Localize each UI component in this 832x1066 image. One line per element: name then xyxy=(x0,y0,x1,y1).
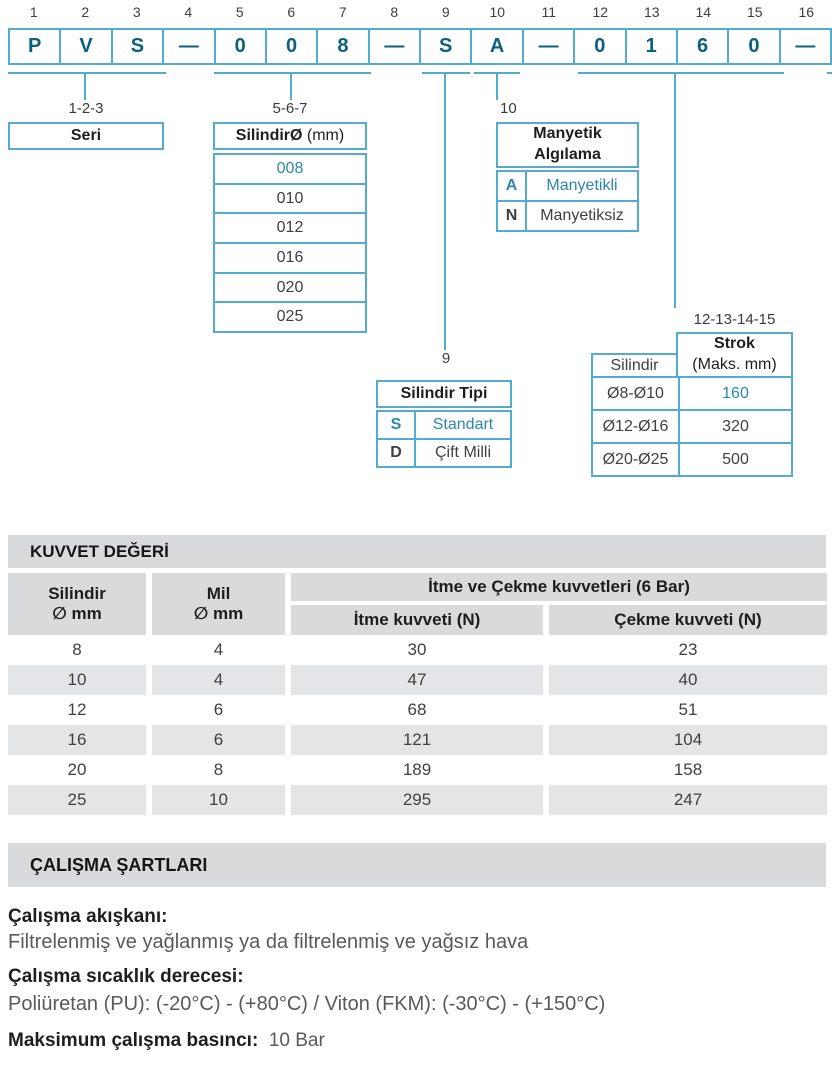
force-cell: 4 xyxy=(152,665,285,695)
fluid-body: Filtrelenmiş ve yağlanmış ya da filtrelenmiş ve yağsız hava xyxy=(8,931,529,953)
bore-option: 016 xyxy=(276,248,304,266)
connector-line xyxy=(422,72,470,74)
force-cell: 10 xyxy=(8,665,146,695)
bore-option-row xyxy=(215,155,365,183)
code-cell: 8 xyxy=(316,30,367,63)
force-header-rod-label: Mil ∅ mm xyxy=(193,584,244,623)
connector-line xyxy=(674,72,676,308)
magnetic-option-label: Manyetiksiz xyxy=(540,207,624,224)
bore-option: 012 xyxy=(276,219,304,237)
stroke-cyl: Ø12-Ø16 xyxy=(593,411,680,442)
force-cell: 20 xyxy=(67,760,87,779)
pressure-heading xyxy=(8,1030,325,1052)
force-cell: 47 xyxy=(291,665,543,695)
position-number-row xyxy=(8,4,832,22)
connector-line xyxy=(214,72,371,74)
cylinder-type-label: Çift Milli xyxy=(435,444,491,461)
stroke-rows xyxy=(591,376,793,477)
position-label: 11 xyxy=(541,4,557,20)
force-cell: 30 xyxy=(407,640,427,659)
force-cell: 247 xyxy=(549,785,827,815)
bore-title-bold: SilindirØ xyxy=(235,126,303,144)
position-label: 13 xyxy=(643,4,660,20)
position-label: 7 xyxy=(338,4,347,20)
stroke-row xyxy=(593,409,791,442)
stroke-value: 320 xyxy=(722,417,749,435)
pressure-body: 10 Bar xyxy=(268,1030,325,1051)
bore-title-suffix: (mm) xyxy=(302,126,345,144)
code-cell: — xyxy=(368,30,419,63)
cylinder-type-title: Silindir Tipi xyxy=(400,384,488,402)
force-cell: 16 xyxy=(8,725,146,755)
force-cell: 104 xyxy=(549,725,827,755)
position-label: 12 xyxy=(592,4,609,20)
force-cell: 68 xyxy=(407,700,427,719)
code-cell: — xyxy=(779,30,830,63)
temperature-body: Poliüretan (PU): (-20°C) - (+80°C) / Viton (FKM): (-30°C) - (+150°C) xyxy=(8,993,606,1015)
position-label: 4 xyxy=(184,4,193,20)
force-header-cylinder xyxy=(8,573,146,635)
magnetic-option-row xyxy=(498,200,637,230)
force-cell: 189 xyxy=(402,760,432,779)
magnetic-options xyxy=(496,170,639,232)
code-cell: 0 xyxy=(265,30,316,63)
cylinder-type-code: D xyxy=(378,440,416,466)
bore-option: 010 xyxy=(276,189,304,207)
code-cell: 0 xyxy=(214,30,265,63)
code-cell: 6 xyxy=(676,30,727,63)
force-table-row xyxy=(8,755,827,785)
code-cell: — xyxy=(522,30,573,63)
force-table-row xyxy=(8,635,827,665)
ordering-code-strip xyxy=(8,28,832,65)
magnetic-option-code: A xyxy=(498,172,527,200)
group-label-stroke: 12-13-14-15 xyxy=(693,311,776,328)
bore-option-row xyxy=(215,212,365,242)
stroke-cyl: Ø20-Ø25 xyxy=(593,444,680,475)
position-label: 14 xyxy=(695,4,712,20)
stroke-header-label xyxy=(692,334,776,376)
force-table-row xyxy=(8,665,827,695)
force-cell: 121 xyxy=(291,725,543,755)
force-cell: 10 xyxy=(152,785,285,815)
cylinder-type-label: Standart xyxy=(432,416,494,433)
magnetic-option-row xyxy=(498,172,637,200)
stroke-header-suffix: (Maks. mm) xyxy=(692,356,777,373)
stroke-col-header xyxy=(591,353,678,378)
code-cell: A xyxy=(470,30,521,63)
code-cell: — xyxy=(162,30,213,63)
bore-options xyxy=(213,153,367,333)
position-label: 15 xyxy=(746,4,763,20)
bore-option: 008 xyxy=(276,159,304,177)
stroke-row xyxy=(593,442,791,475)
code-cell: P xyxy=(28,35,42,57)
magnetic-header xyxy=(496,122,639,168)
force-header-rod xyxy=(152,573,285,635)
code-cell: S xyxy=(111,30,162,63)
connector-line xyxy=(8,72,166,74)
conditions-section-title: ÇALIŞMA ŞARTLARI xyxy=(30,854,208,875)
code-cell: 0 xyxy=(573,30,624,63)
force-cell: 8 xyxy=(213,760,224,779)
force-cell: 12 xyxy=(67,700,87,719)
force-cell: 8 xyxy=(72,640,82,659)
force-header-pull: Çekme kuvveti (N) xyxy=(549,605,827,635)
force-cell: 51 xyxy=(678,700,698,719)
connector-line xyxy=(290,72,292,100)
force-header-cylinder-label: Silindir ∅ mm xyxy=(48,584,106,623)
position-label: 16 xyxy=(798,4,815,20)
stroke-col-header-label: Silindir xyxy=(610,356,659,374)
group-label-magnetic: 10 xyxy=(500,100,517,117)
force-table-row xyxy=(8,695,827,725)
position-label: 8 xyxy=(390,4,399,20)
stroke-cyl: Ø8-Ø10 xyxy=(593,378,680,409)
code-cell: S xyxy=(419,30,470,63)
magnetic-title-line2: Algılama xyxy=(534,146,601,163)
force-header-push: İtme kuvveti (N) xyxy=(291,605,543,635)
force-cell: 25 xyxy=(8,785,146,815)
bore-option-row xyxy=(215,272,365,302)
code-cell: V xyxy=(59,30,110,63)
force-section-title: KUVVET DEĞERİ xyxy=(30,541,169,561)
stroke-header xyxy=(676,332,793,378)
group-label-type: 9 xyxy=(441,350,451,367)
code-cell: 0 xyxy=(727,30,778,63)
position-label: 2 xyxy=(81,4,90,20)
stroke-value: 160 xyxy=(722,384,749,402)
fluid-heading: Çalışma akışkanı: xyxy=(8,906,168,927)
bore-option: 025 xyxy=(276,308,304,326)
connector-line xyxy=(578,72,784,74)
force-table xyxy=(8,573,827,815)
connector-line xyxy=(444,72,446,350)
bore-option: 020 xyxy=(276,278,304,296)
bore-header xyxy=(213,122,367,150)
connector-line xyxy=(84,72,86,100)
cylinder-type-code: S xyxy=(378,412,416,438)
cylinder-type-options xyxy=(376,410,512,468)
magnetic-option-code: N xyxy=(498,202,527,230)
bore-option-row xyxy=(215,183,365,213)
stroke-value: 500 xyxy=(722,450,749,468)
conditions-section-header xyxy=(8,843,826,887)
temperature-heading: Çalışma sıcaklık derecesi: xyxy=(8,966,244,987)
bore-option-row xyxy=(215,301,365,331)
group-label-seri: 1-2-3 xyxy=(68,100,104,117)
stroke-row xyxy=(593,378,791,409)
force-cell: 23 xyxy=(678,640,698,659)
seri-title: Seri xyxy=(70,126,102,144)
force-section-header xyxy=(8,535,826,568)
force-cell: 4 xyxy=(213,640,224,659)
pressure-heading-label: Maksimum çalışma basıncı: xyxy=(8,1030,259,1051)
position-label: 9 xyxy=(441,4,450,20)
position-label: 10 xyxy=(489,4,506,20)
force-cell: 295 xyxy=(291,785,543,815)
force-cell: 6 xyxy=(152,725,285,755)
position-label: 6 xyxy=(287,4,296,20)
force-cell: 158 xyxy=(673,760,703,779)
cylinder-type-row xyxy=(378,412,510,438)
code-cell: 1 xyxy=(625,30,676,63)
position-label: 3 xyxy=(132,4,141,20)
seri-box xyxy=(8,122,164,150)
force-cell: 6 xyxy=(213,700,224,719)
connector-line xyxy=(496,72,498,100)
position-label: 5 xyxy=(235,4,244,20)
stroke-header-bold: Strok xyxy=(714,335,755,353)
force-table-row xyxy=(8,785,827,815)
magnetic-title-line1: Manyetik xyxy=(533,125,602,143)
magnetic-title xyxy=(533,124,601,166)
bore-title xyxy=(236,126,344,147)
magnetic-option-label: Manyetikli xyxy=(546,177,618,194)
position-label: 1 xyxy=(29,4,38,20)
force-header-merged: İtme ve Çekme kuvvetleri (6 Bar) xyxy=(291,573,827,601)
bore-option-row xyxy=(215,242,365,272)
force-cell: 40 xyxy=(549,665,827,695)
group-label-bore: 5-6-7 xyxy=(272,100,308,117)
force-table-row xyxy=(8,725,827,755)
cylinder-type-row xyxy=(378,438,510,466)
connector-line xyxy=(827,72,832,74)
cylinder-type-header xyxy=(376,380,512,408)
